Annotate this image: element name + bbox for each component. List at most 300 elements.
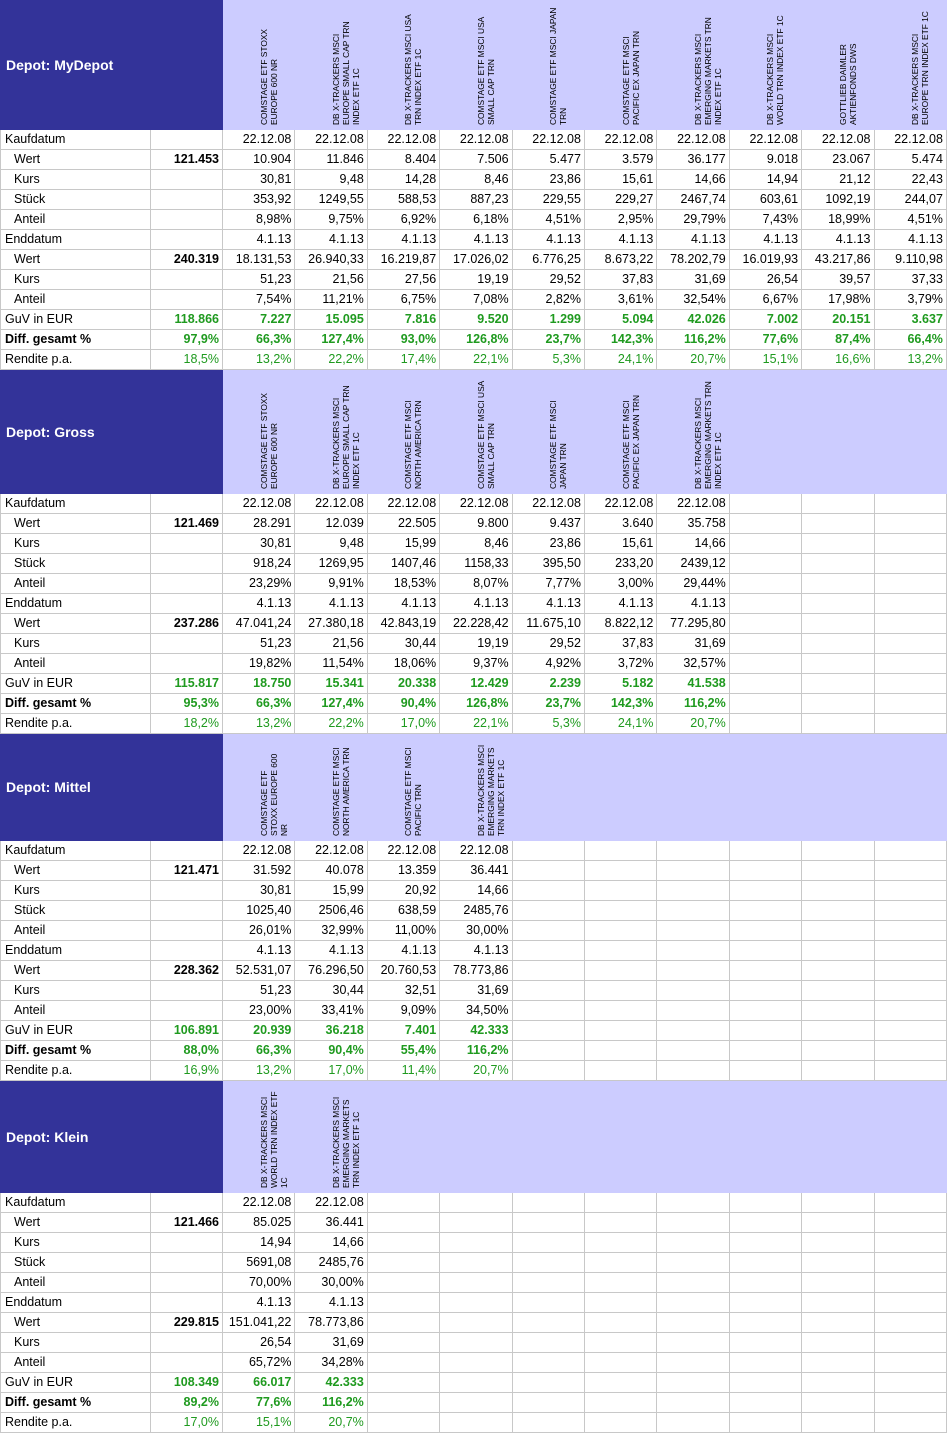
empty-cell	[657, 981, 729, 1001]
fund-header	[223, 1082, 295, 1193]
depot-table	[0, 370, 947, 734]
value-cell: 353,92	[223, 190, 295, 210]
value-cell: 26,54	[729, 270, 801, 290]
empty-cell	[874, 1293, 946, 1313]
empty-cell	[657, 1253, 729, 1273]
empty-cell	[584, 1253, 656, 1273]
empty-cell	[874, 861, 946, 881]
value-cell: 126,8%	[440, 694, 512, 714]
empty-cell	[729, 614, 801, 634]
value-cell: 2.239	[512, 674, 584, 694]
value-cell: 14,66	[657, 170, 729, 190]
empty-cell	[729, 941, 801, 961]
value-cell: 17,98%	[802, 290, 874, 310]
empty-cell	[512, 961, 584, 981]
value-cell: 244,07	[874, 190, 946, 210]
empty-cell	[802, 1021, 874, 1041]
value-cell: 30,44	[295, 981, 367, 1001]
row-label: Anteil	[1, 574, 151, 594]
empty-cell	[512, 881, 584, 901]
row-label: Diff. gesamt %	[1, 1041, 151, 1061]
table-row	[1, 514, 947, 534]
empty-header-cell	[729, 735, 801, 841]
table-row	[1, 270, 947, 290]
row-label: Stück	[1, 1253, 151, 1273]
value-cell: 638,59	[367, 901, 439, 921]
total-cell	[151, 230, 223, 250]
empty-cell	[802, 1313, 874, 1333]
value-cell: 5691,08	[223, 1253, 295, 1273]
value-cell: 20,7%	[295, 1413, 367, 1433]
row-label: Wert	[1, 1213, 151, 1233]
empty-cell	[512, 1213, 584, 1233]
empty-cell	[729, 881, 801, 901]
empty-header-cell	[874, 371, 946, 494]
value-cell: 20,7%	[657, 350, 729, 370]
empty-cell	[584, 1193, 656, 1213]
value-cell: 66,3%	[223, 330, 295, 350]
value-cell: 31.592	[223, 861, 295, 881]
value-cell: 3.579	[584, 150, 656, 170]
empty-cell	[729, 494, 801, 514]
value-cell: 15.095	[295, 310, 367, 330]
fund-name: DB X-TRACKERS MSCI EUROPE SMALL CAP TRN INDEX ETF 1C	[331, 385, 362, 489]
row-label: GuV in EUR	[1, 1373, 151, 1393]
row-label: Rendite p.a.	[1, 1061, 151, 1081]
value-cell: 15,61	[584, 170, 656, 190]
value-cell: 9,37%	[440, 654, 512, 674]
empty-cell	[657, 921, 729, 941]
value-cell: 37,83	[584, 634, 656, 654]
value-cell: 87,4%	[802, 330, 874, 350]
empty-header-cell	[367, 1082, 439, 1193]
table-row	[1, 554, 947, 574]
empty-cell	[874, 901, 946, 921]
value-cell: 229,27	[584, 190, 656, 210]
value-cell: 23,86	[512, 170, 584, 190]
value-cell: 4.1.13	[295, 230, 367, 250]
table-row	[1, 841, 947, 861]
value-cell: 42.333	[440, 1021, 512, 1041]
value-cell: 36.218	[295, 1021, 367, 1041]
empty-cell	[729, 1193, 801, 1213]
empty-cell	[874, 941, 946, 961]
empty-cell	[802, 941, 874, 961]
value-cell: 22.12.08	[367, 841, 439, 861]
empty-cell	[367, 1313, 439, 1333]
empty-cell	[440, 1293, 512, 1313]
value-cell: 14,28	[367, 170, 439, 190]
value-cell: 13.359	[367, 861, 439, 881]
value-cell: 7.227	[223, 310, 295, 330]
value-cell: 3.637	[874, 310, 946, 330]
value-cell: 7.506	[440, 150, 512, 170]
value-cell: 23,29%	[223, 574, 295, 594]
value-cell: 18.131,53	[223, 250, 295, 270]
value-cell: 24,1%	[584, 714, 656, 734]
empty-cell	[657, 1233, 729, 1253]
value-cell: 65,72%	[223, 1353, 295, 1373]
value-cell: 23,7%	[512, 694, 584, 714]
row-label: Rendite p.a.	[1, 1413, 151, 1433]
value-cell: 19,19	[440, 270, 512, 290]
empty-cell	[802, 594, 874, 614]
value-cell: 5.094	[584, 310, 656, 330]
value-cell: 14,66	[295, 1233, 367, 1253]
row-label: Wert	[1, 514, 151, 534]
value-cell: 15,61	[584, 534, 656, 554]
value-cell: 2,82%	[512, 290, 584, 310]
value-cell: 51,23	[223, 270, 295, 290]
total-cell: 95,3%	[151, 694, 223, 714]
table-row	[1, 1001, 947, 1021]
empty-cell	[802, 1233, 874, 1253]
empty-cell	[440, 1413, 512, 1433]
value-cell: 18,06%	[367, 654, 439, 674]
fund-name: DB X-TRACKERS MSCI WORLD TRN INDEX ETF 1C	[765, 15, 786, 125]
row-label: Kaufdatum	[1, 1193, 151, 1213]
row-label: Wert	[1, 861, 151, 881]
value-cell: 142,3%	[584, 330, 656, 350]
fund-header	[512, 371, 584, 494]
row-label: Kurs	[1, 1233, 151, 1253]
value-cell: 3,00%	[584, 574, 656, 594]
row-label: Anteil	[1, 1273, 151, 1293]
value-cell: 151.041,22	[223, 1313, 295, 1333]
fund-name: COMSTAGE ETF MSCI JAPAN TRN	[548, 400, 569, 489]
value-cell: 22.12.08	[223, 494, 295, 514]
value-cell: 11,00%	[367, 921, 439, 941]
table-row	[1, 494, 947, 514]
value-cell: 41.538	[657, 674, 729, 694]
total-cell	[151, 1353, 223, 1373]
row-label: Kurs	[1, 534, 151, 554]
empty-cell	[874, 961, 946, 981]
empty-cell	[584, 1413, 656, 1433]
value-cell: 51,23	[223, 981, 295, 1001]
empty-cell	[440, 1353, 512, 1373]
empty-cell	[874, 634, 946, 654]
value-cell: 15,99	[295, 881, 367, 901]
empty-cell	[584, 1041, 656, 1061]
total-cell: 106.891	[151, 1021, 223, 1041]
depot-table	[0, 1081, 947, 1433]
empty-cell	[802, 1041, 874, 1061]
fund-name: DB X-TRACKERS MSCI EMERGING MARKETS TRN INDEX ETF 1C	[693, 381, 724, 489]
value-cell: 8,98%	[223, 210, 295, 230]
row-label: Diff. gesamt %	[1, 330, 151, 350]
value-cell: 7,08%	[440, 290, 512, 310]
value-cell: 2,95%	[584, 210, 656, 230]
total-cell: 240.319	[151, 250, 223, 270]
value-cell: 4.1.13	[440, 941, 512, 961]
value-cell: 5.477	[512, 150, 584, 170]
empty-cell	[512, 1273, 584, 1293]
empty-cell	[802, 861, 874, 881]
value-cell: 77.295,80	[657, 614, 729, 634]
value-cell: 1025,40	[223, 901, 295, 921]
value-cell: 4.1.13	[729, 230, 801, 250]
value-cell: 4.1.13	[512, 230, 584, 250]
row-label: Kaufdatum	[1, 841, 151, 861]
empty-cell	[874, 1193, 946, 1213]
value-cell: 22,1%	[440, 714, 512, 734]
empty-cell	[657, 1001, 729, 1021]
value-cell: 116,2%	[440, 1041, 512, 1061]
empty-cell	[584, 1021, 656, 1041]
value-cell: 4.1.13	[657, 230, 729, 250]
empty-cell	[367, 1193, 439, 1213]
empty-cell	[802, 574, 874, 594]
empty-cell	[657, 1021, 729, 1041]
value-cell: 30,81	[223, 170, 295, 190]
value-cell: 20.760,53	[367, 961, 439, 981]
total-cell	[151, 594, 223, 614]
value-cell: 22,2%	[295, 350, 367, 370]
value-cell: 588,53	[367, 190, 439, 210]
empty-cell	[802, 614, 874, 634]
empty-cell	[729, 1353, 801, 1373]
empty-header-cell	[729, 371, 801, 494]
empty-cell	[729, 1213, 801, 1233]
table-row	[1, 961, 947, 981]
value-cell: 8,46	[440, 534, 512, 554]
empty-cell	[874, 981, 946, 1001]
fund-header	[729, 1, 801, 130]
value-cell: 13,2%	[874, 350, 946, 370]
empty-cell	[584, 941, 656, 961]
value-cell: 42.843,19	[367, 614, 439, 634]
empty-cell	[584, 921, 656, 941]
row-label: Diff. gesamt %	[1, 694, 151, 714]
value-cell: 8,07%	[440, 574, 512, 594]
value-cell: 11.846	[295, 150, 367, 170]
total-cell	[151, 634, 223, 654]
empty-cell	[657, 1373, 729, 1393]
fund-name: DB X-TRACKERS MSCI EUROPE SMALL CAP TRN INDEX ETF 1C	[331, 21, 362, 125]
value-cell: 22.505	[367, 514, 439, 534]
value-cell: 22,2%	[295, 714, 367, 734]
table-row	[1, 190, 947, 210]
row-label: Stück	[1, 554, 151, 574]
value-cell: 20,92	[367, 881, 439, 901]
value-cell: 7,77%	[512, 574, 584, 594]
total-cell	[151, 534, 223, 554]
empty-header-cell	[657, 1082, 729, 1193]
empty-cell	[874, 1353, 946, 1373]
empty-cell	[802, 961, 874, 981]
empty-header-cell	[584, 1082, 656, 1193]
value-cell: 76.296,50	[295, 961, 367, 981]
empty-cell	[874, 574, 946, 594]
total-cell: 17,0%	[151, 1413, 223, 1433]
fund-name: COMSTAGE ETF MSCI USA SMALL CAP TRN	[475, 381, 496, 489]
value-cell: 4.1.13	[223, 230, 295, 250]
empty-cell	[802, 534, 874, 554]
value-cell: 4.1.13	[584, 594, 656, 614]
table-row	[1, 694, 947, 714]
fund-name: COMSTAGE ETF MSCI PACIFIC TRN	[403, 747, 424, 836]
value-cell: 2485,76	[295, 1253, 367, 1273]
total-cell	[151, 290, 223, 310]
value-cell: 22.12.08	[367, 130, 439, 150]
value-cell: 22.12.08	[584, 130, 656, 150]
empty-cell	[512, 1313, 584, 1333]
total-cell: 121.471	[151, 861, 223, 881]
empty-cell	[874, 594, 946, 614]
value-cell: 51,23	[223, 634, 295, 654]
empty-cell	[657, 941, 729, 961]
empty-cell	[367, 1333, 439, 1353]
value-cell: 17,4%	[367, 350, 439, 370]
fund-name: GOTTLIEB DAIMLER AKTIENFONDS DWS	[837, 43, 858, 125]
value-cell: 14,66	[440, 881, 512, 901]
empty-cell	[512, 1253, 584, 1273]
empty-cell	[584, 1313, 656, 1333]
empty-cell	[874, 1041, 946, 1061]
row-label: Kaufdatum	[1, 494, 151, 514]
empty-cell	[802, 1193, 874, 1213]
empty-cell	[440, 1393, 512, 1413]
table-row	[1, 210, 947, 230]
table-row	[1, 1313, 947, 1333]
value-cell: 6.776,25	[512, 250, 584, 270]
value-cell: 6,67%	[729, 290, 801, 310]
value-cell: 52.531,07	[223, 961, 295, 981]
value-cell: 11,4%	[367, 1061, 439, 1081]
table-row	[1, 1373, 947, 1393]
empty-header-cell	[657, 735, 729, 841]
value-cell: 17.026,02	[440, 250, 512, 270]
fund-header	[440, 1, 512, 130]
depot-title: Depot: Gross	[1, 371, 151, 494]
empty-header-cell	[584, 735, 656, 841]
value-cell: 16.219,87	[367, 250, 439, 270]
value-cell: 3,61%	[584, 290, 656, 310]
value-cell: 1407,46	[367, 554, 439, 574]
empty-cell	[802, 1001, 874, 1021]
table-row	[1, 714, 947, 734]
value-cell: 11,54%	[295, 654, 367, 674]
empty-cell	[802, 1213, 874, 1233]
fund-header	[802, 1, 874, 130]
value-cell: 30,00%	[295, 1273, 367, 1293]
empty-cell	[512, 841, 584, 861]
value-cell: 66.017	[223, 1373, 295, 1393]
value-cell: 37,83	[584, 270, 656, 290]
empty-cell	[584, 961, 656, 981]
value-cell: 31,69	[657, 634, 729, 654]
value-cell: 22.12.08	[512, 130, 584, 150]
total-cell	[151, 901, 223, 921]
value-cell: 15,1%	[729, 350, 801, 370]
empty-cell	[874, 881, 946, 901]
value-cell: 22.12.08	[440, 841, 512, 861]
value-cell: 36.441	[440, 861, 512, 881]
value-cell: 28.291	[223, 514, 295, 534]
table-row	[1, 1041, 947, 1061]
empty-cell	[802, 674, 874, 694]
empty-cell	[874, 534, 946, 554]
empty-cell	[874, 614, 946, 634]
table-row	[1, 1213, 947, 1233]
row-label: Anteil	[1, 1001, 151, 1021]
value-cell: 70,00%	[223, 1273, 295, 1293]
value-cell: 93,0%	[367, 330, 439, 350]
value-cell: 31,69	[657, 270, 729, 290]
value-cell: 27,56	[367, 270, 439, 290]
value-cell: 17,0%	[295, 1061, 367, 1081]
value-cell: 3,79%	[874, 290, 946, 310]
empty-cell	[729, 961, 801, 981]
row-label: Kurs	[1, 1333, 151, 1353]
empty-cell	[874, 1021, 946, 1041]
empty-cell	[584, 841, 656, 861]
value-cell: 78.202,79	[657, 250, 729, 270]
total-cell: 88,0%	[151, 1041, 223, 1061]
table-row	[1, 534, 947, 554]
value-cell: 22.12.08	[295, 130, 367, 150]
fund-header	[223, 735, 295, 841]
value-cell: 55,4%	[367, 1041, 439, 1061]
fund-name: DB X-TRACKERS MSCI EMERGING MARKETS TRN INDEX ETF 1C	[331, 1096, 362, 1188]
total-cell	[151, 1001, 223, 1021]
fund-header	[512, 1, 584, 130]
value-cell: 5,3%	[512, 714, 584, 734]
fund-header	[367, 1, 439, 130]
value-cell: 17,0%	[367, 714, 439, 734]
value-cell: 77,6%	[223, 1393, 295, 1413]
empty-cell	[729, 1253, 801, 1273]
empty-cell	[367, 1233, 439, 1253]
value-cell: 116,2%	[657, 694, 729, 714]
fund-name: COMSTAGE ETF STOXX EUROPE 600 NR	[258, 753, 289, 836]
value-cell: 229,55	[512, 190, 584, 210]
value-cell: 22,1%	[440, 350, 512, 370]
empty-cell	[584, 1061, 656, 1081]
empty-header-cell	[874, 1082, 946, 1193]
value-cell: 23,00%	[223, 1001, 295, 1021]
value-cell: 4.1.13	[295, 594, 367, 614]
empty-cell	[729, 1001, 801, 1021]
empty-cell	[512, 1333, 584, 1353]
row-label: Kurs	[1, 634, 151, 654]
value-cell: 35.758	[657, 514, 729, 534]
empty-header-cell	[802, 735, 874, 841]
empty-cell	[512, 941, 584, 961]
value-cell: 90,4%	[367, 694, 439, 714]
fund-header	[367, 371, 439, 494]
total-cell: 228.362	[151, 961, 223, 981]
empty-cell	[512, 1413, 584, 1433]
value-cell: 4.1.13	[584, 230, 656, 250]
empty-cell	[657, 1313, 729, 1333]
value-cell: 116,2%	[657, 330, 729, 350]
fund-name: DB X-TRACKERS MSCI EMERGING MARKETS TRN INDEX ETF 1C	[475, 744, 506, 836]
value-cell: 21,12	[802, 170, 874, 190]
value-cell: 2485,76	[440, 901, 512, 921]
empty-cell	[802, 1273, 874, 1293]
total-cell	[151, 270, 223, 290]
empty-cell	[874, 1333, 946, 1353]
table-row	[1, 634, 947, 654]
row-label: Kaufdatum	[1, 130, 151, 150]
row-label: Anteil	[1, 210, 151, 230]
fund-name: COMSTAGE ETF STOXX EUROPE 600 NR	[258, 28, 279, 125]
value-cell: 4.1.13	[874, 230, 946, 250]
value-cell: 20,7%	[657, 714, 729, 734]
row-label: Anteil	[1, 921, 151, 941]
